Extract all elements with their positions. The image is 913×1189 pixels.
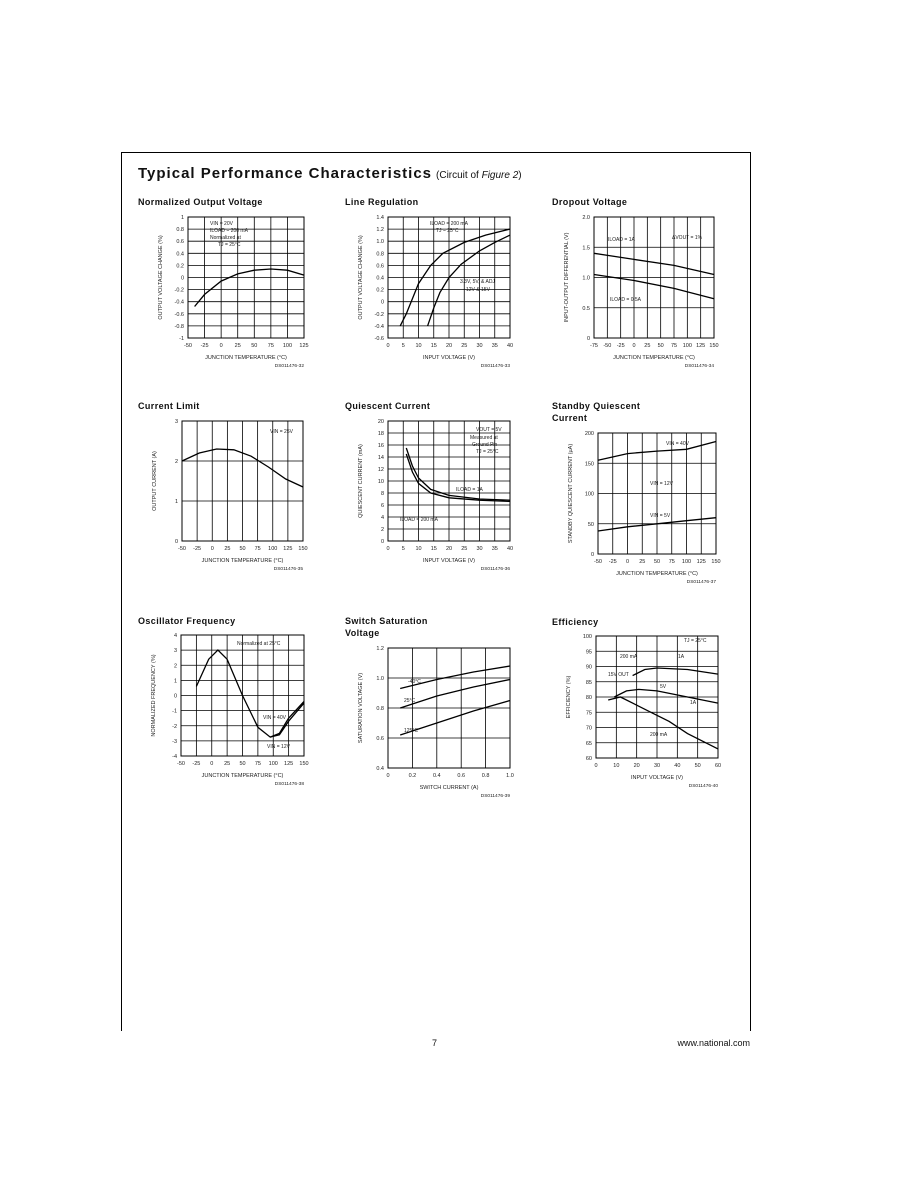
line-regulation-ytick-label: 0 bbox=[380, 299, 384, 306]
section-title: Typical Performance Characteristics bbox=[138, 165, 433, 182]
normalized-output-voltage-ytick-label: 1 bbox=[180, 215, 184, 221]
quiescent-current-annotation: Ground Pin bbox=[472, 442, 498, 448]
efficiency-figure-code: DS011476-40 bbox=[688, 784, 718, 789]
quiescent-current-xtick-label: 25 bbox=[461, 546, 468, 552]
quiescent-current-ytick-label: 8 bbox=[380, 491, 384, 497]
efficiency-ytick-label: 65 bbox=[585, 740, 592, 747]
normalized-output-voltage-xtick-label: -50 bbox=[184, 343, 192, 349]
current-limit-ytick-label: 1 bbox=[174, 499, 178, 505]
oscillator-frequency-xtick-label: 50 bbox=[239, 761, 246, 767]
standby-quiescent-current-ytick-label: 200 bbox=[584, 431, 594, 437]
efficiency-xtick-label: 10 bbox=[613, 763, 620, 769]
line-regulation-xtick-label: 25 bbox=[461, 343, 468, 349]
quiescent-current-y-axis-label: QUIESCENT CURRENT (mA) bbox=[358, 444, 364, 518]
normalized-output-voltage-ytick-label: -0.4 bbox=[174, 299, 184, 306]
normalized-output-voltage-ytick-label: -0.6 bbox=[174, 311, 184, 318]
current-limit-xtick-label: 75 bbox=[254, 546, 261, 552]
efficiency-annotation: 1A bbox=[678, 654, 685, 660]
line-regulation-annotation: TJ = 25°C bbox=[436, 228, 459, 234]
efficiency-ytick-label: 70 bbox=[585, 725, 592, 732]
efficiency-xtick-label: 40 bbox=[674, 763, 681, 769]
line-regulation-ytick-label: 0.4 bbox=[376, 275, 384, 282]
quiescent-current-ytick-label: 16 bbox=[377, 443, 384, 449]
switch-saturation-voltage-xtick-label: 0.6 bbox=[457, 773, 466, 779]
quiescent-current-xtick-label: 0 bbox=[386, 546, 390, 552]
standby-quiescent-current-annotation: VIN = 12V bbox=[650, 481, 673, 487]
section-heading bbox=[138, 165, 522, 183]
current-limit-y-axis-label: OUTPUT CURRENT (A) bbox=[152, 451, 158, 511]
line-regulation-xtick-label: 0 bbox=[386, 343, 390, 349]
line-regulation-xtick-label: 20 bbox=[445, 343, 453, 349]
line-regulation-ytick-label: 0.6 bbox=[376, 263, 384, 270]
efficiency-ytick-label: 95 bbox=[585, 649, 592, 656]
dropout-voltage-ytick-label: 2.0 bbox=[582, 215, 590, 221]
normalized-output-voltage-ytick-label: 0.4 bbox=[176, 251, 184, 258]
line-regulation-ytick-label: 0.8 bbox=[376, 251, 384, 258]
efficiency-xtick-label: 60 bbox=[714, 763, 722, 769]
oscillator-frequency-annotation: VIN = 40V bbox=[263, 715, 286, 721]
switch-saturation-voltage-xtick-label: 0.2 bbox=[408, 773, 417, 779]
efficiency-annotation: 1A bbox=[690, 700, 697, 706]
efficiency-annotation: 15V OUT bbox=[608, 672, 629, 678]
oscillator-frequency-xtick-label: 25 bbox=[224, 761, 231, 767]
normalized-output-voltage-ytick-label: -0.2 bbox=[174, 287, 184, 294]
efficiency-annotation: TJ = 25°C bbox=[684, 638, 707, 644]
efficiency-ytick-label: 80 bbox=[585, 695, 592, 701]
dropout-voltage-ytick-label: 1.5 bbox=[582, 245, 590, 252]
standby-quiescent-current-annotation: VIN = 40V bbox=[666, 441, 689, 447]
oscillator-frequency-ytick-label: 0 bbox=[173, 693, 177, 700]
oscillator-frequency-ytick-label: -4 bbox=[172, 754, 177, 760]
quiescent-current-xtick-label: 35 bbox=[491, 546, 498, 552]
oscillator-frequency-y-axis-label: NORMALIZED FREQUENCY (%) bbox=[151, 654, 157, 737]
current-limit-ytick-label: 2 bbox=[174, 459, 178, 465]
normalized-output-voltage-xtick-label: 100 bbox=[282, 343, 293, 349]
normalized-output-voltage-ytick-label: 0 bbox=[180, 275, 184, 282]
quiescent-current-ytick-label: 0 bbox=[380, 539, 384, 545]
efficiency-xtick-label: 50 bbox=[694, 763, 701, 769]
quiescent-current-ytick-label: 20 bbox=[377, 419, 384, 425]
quiescent-current-xtick-label: 5 bbox=[401, 546, 405, 552]
oscillator-frequency-xtick-label: -50 bbox=[177, 761, 185, 767]
normalized-output-voltage-ytick-label: -0.8 bbox=[174, 323, 184, 330]
quiescent-current-annotation: ILOAD = 200 mA bbox=[400, 517, 438, 523]
dropout-voltage-xtick-label: 150 bbox=[709, 343, 719, 349]
dropout-voltage-annotation: ΔVOUT = 1% bbox=[672, 235, 703, 241]
efficiency-ytick-label: 100 bbox=[582, 634, 592, 640]
dropout-voltage-ytick-label: 1.0 bbox=[582, 275, 590, 282]
efficiency-annotation: 200 mA bbox=[650, 732, 668, 738]
switch-saturation-voltage-y-axis-label: SATURATION VOLTAGE (V) bbox=[358, 672, 364, 744]
chart-title-efficiency: Efficiency bbox=[552, 617, 599, 627]
normalized-output-voltage-annotation: VIN = 20V bbox=[210, 221, 233, 227]
chart-title-line-regulation: Line Regulation bbox=[345, 197, 419, 207]
line-regulation-ytick-label: -0.2 bbox=[374, 311, 384, 318]
line-regulation-ytick-label: 1.2 bbox=[376, 227, 384, 234]
quiescent-current-xtick-label: 10 bbox=[415, 546, 422, 552]
dropout-voltage-xtick-label: -75 bbox=[590, 343, 598, 349]
efficiency-x-axis-label: INPUT VOLTAGE (V) bbox=[631, 775, 683, 781]
standby-quiescent-current-xtick-label: 100 bbox=[681, 559, 692, 565]
dropout-voltage-xtick-label: -50 bbox=[603, 343, 612, 349]
standby-quiescent-current-ytick-label: 50 bbox=[587, 521, 594, 528]
chart-title-oscillator-frequency: Oscillator Frequency bbox=[138, 616, 236, 626]
chart-title-switch-saturation-voltage: Switch Saturation Voltage bbox=[345, 616, 428, 638]
dropout-voltage-xtick-label: -25 bbox=[616, 343, 625, 349]
dropout-voltage-x-axis-label: JUNCTION TEMPERATURE (°C) bbox=[613, 355, 695, 361]
normalized-output-voltage-xtick-label: 25 bbox=[234, 343, 241, 349]
switch-saturation-voltage-ytick-label: 1.2 bbox=[376, 646, 384, 652]
standby-quiescent-current-annotation: VIN = 5V bbox=[650, 513, 671, 519]
quiescent-current-xtick-label: 15 bbox=[430, 546, 437, 552]
efficiency-annotation: 5V bbox=[660, 684, 667, 690]
oscillator-frequency-xtick-label: 125 bbox=[284, 761, 294, 767]
oscillator-frequency-ytick-label: -2 bbox=[172, 723, 177, 730]
current-limit-figure-code: DS011476-35 bbox=[273, 567, 303, 572]
dropout-voltage-xtick-label: 0 bbox=[632, 343, 636, 349]
line-regulation-annotation: ILOAD = 200 mA bbox=[430, 221, 468, 227]
oscillator-frequency-annotation: VIN = 12V bbox=[267, 744, 290, 750]
efficiency-ytick-label: 75 bbox=[585, 710, 592, 717]
switch-saturation-voltage-xtick-label: 0.4 bbox=[432, 773, 441, 779]
current-limit-annotation: VIN = 25V bbox=[270, 429, 293, 435]
standby-quiescent-current-xtick-label: 25 bbox=[639, 559, 646, 565]
switch-saturation-voltage-xtick-label: 1.0 bbox=[506, 773, 514, 779]
line-regulation-xtick-label: 15 bbox=[430, 343, 437, 349]
current-limit-xtick-label: 50 bbox=[239, 546, 246, 552]
chart-title-current-limit: Current Limit bbox=[138, 401, 200, 411]
quiescent-current-ytick-label: 14 bbox=[377, 455, 384, 461]
dropout-voltage-ytick-label: 0 bbox=[586, 336, 590, 342]
line-regulation-xtick-label: 35 bbox=[491, 343, 498, 349]
normalized-output-voltage-y-axis-label: OUTPUT VOLTAGE CHANGE (%) bbox=[158, 235, 164, 320]
switch-saturation-voltage-ytick-label: 0.4 bbox=[376, 766, 384, 772]
oscillator-frequency-ytick-label: -1 bbox=[172, 708, 177, 715]
normalized-output-voltage-xtick-label: -25 bbox=[200, 343, 209, 349]
dropout-voltage-xtick-label: 100 bbox=[682, 343, 692, 349]
quiescent-current-annotation: TJ = 25°C bbox=[476, 449, 499, 455]
oscillator-frequency-x-axis-label: JUNCTION TEMPERATURE (°C) bbox=[201, 773, 284, 779]
switch-saturation-voltage-annotation: -40°C bbox=[408, 679, 421, 685]
line-regulation-ytick-label: 1.0 bbox=[376, 239, 384, 246]
switch-saturation-voltage-figure-code: DS011476-39 bbox=[480, 794, 510, 799]
normalized-output-voltage-xtick-label: 75 bbox=[267, 343, 274, 349]
normalized-output-voltage-xtick-label: 0 bbox=[219, 343, 223, 349]
current-limit-x-axis-label: JUNCTION TEMPERATURE (°C) bbox=[201, 558, 284, 564]
current-limit-xtick-label: 0 bbox=[210, 546, 214, 552]
efficiency-xtick-label: 0 bbox=[594, 763, 598, 769]
oscillator-frequency-figure-code: DS011476-38 bbox=[274, 782, 304, 787]
quiescent-current-ytick-label: 12 bbox=[377, 467, 384, 473]
quiescent-current-x-axis-label: INPUT VOLTAGE (V) bbox=[423, 558, 475, 564]
switch-saturation-voltage-xtick-label: 0 bbox=[386, 773, 390, 779]
quiescent-current-xtick-label: 30 bbox=[476, 546, 483, 552]
quiescent-current-annotation: VOUT = 5V bbox=[476, 427, 502, 433]
quiescent-current-ytick-label: 2 bbox=[380, 527, 384, 533]
dropout-voltage-xtick-label: 75 bbox=[670, 343, 678, 349]
chart-title-dropout-voltage: Dropout Voltage bbox=[552, 197, 628, 207]
line-regulation-x-axis-label: INPUT VOLTAGE (V) bbox=[423, 355, 475, 361]
efficiency-annotation: 200 mA bbox=[620, 654, 638, 660]
current-limit-xtick-label: 100 bbox=[268, 546, 278, 552]
line-regulation-xtick-label: 40 bbox=[506, 343, 514, 349]
quiescent-current-ytick-label: 4 bbox=[380, 515, 384, 521]
current-limit-ytick-label: 0 bbox=[174, 539, 178, 545]
dropout-voltage-annotation: ILOAD = 1A bbox=[608, 237, 635, 243]
oscillator-frequency-xtick-label: 150 bbox=[299, 761, 309, 767]
page-number: 7 bbox=[432, 1038, 438, 1048]
quiescent-current-ytick-label: 18 bbox=[377, 431, 384, 437]
line-regulation-ytick-label: 1.4 bbox=[376, 215, 384, 221]
switch-saturation-voltage-xtick-label: 0.8 bbox=[481, 773, 490, 779]
normalized-output-voltage-ytick-label: 0.2 bbox=[176, 263, 184, 270]
standby-quiescent-current-xtick-label: 0 bbox=[625, 559, 630, 565]
quiescent-current-xtick-label: 40 bbox=[506, 546, 514, 552]
chart-title-normalized-output-voltage: Normalized Output Voltage bbox=[138, 197, 263, 207]
oscillator-frequency-ytick-label: 3 bbox=[173, 648, 177, 655]
oscillator-frequency-ytick-label: 1 bbox=[173, 678, 177, 685]
oscillator-frequency-ytick-label: 4 bbox=[173, 633, 177, 639]
normalized-output-voltage-xtick-label: 50 bbox=[251, 343, 258, 349]
chart-title-quiescent-current: Quiescent Current bbox=[345, 401, 431, 411]
efficiency-xtick-label: 20 bbox=[633, 763, 640, 769]
switch-saturation-voltage-ytick-label: 0.8 bbox=[376, 706, 384, 712]
quiescent-current-ytick-label: 6 bbox=[380, 503, 384, 509]
efficiency-y-axis-label: EFFICIENCY (%) bbox=[566, 675, 572, 719]
line-regulation-ytick-label: 0.2 bbox=[376, 287, 384, 294]
oscillator-frequency-ytick-label: -3 bbox=[172, 738, 177, 745]
line-regulation-y-axis-label: OUTPUT VOLTAGE CHANGE (%) bbox=[358, 235, 364, 320]
standby-quiescent-current-figure-code: DS011476-37 bbox=[686, 580, 716, 585]
quiescent-current-annotation: Measured at bbox=[470, 435, 498, 441]
current-limit-xtick-label: 125 bbox=[283, 546, 293, 552]
efficiency-ytick-label: 90 bbox=[585, 664, 592, 671]
standby-quiescent-current-xtick-label: 125 bbox=[696, 559, 706, 565]
oscillator-frequency-xtick-label: 0 bbox=[210, 761, 214, 767]
normalized-output-voltage-x-axis-label: JUNCTION TEMPERATURE (°C) bbox=[205, 355, 287, 361]
switch-saturation-voltage-annotation: 25°C bbox=[404, 698, 416, 704]
oscillator-frequency-annotation: Normalized at 25°C bbox=[237, 641, 281, 647]
current-limit-ytick-label: 3 bbox=[174, 419, 178, 425]
dropout-voltage-xtick-label: 25 bbox=[644, 343, 651, 349]
standby-quiescent-current-ytick-label: 100 bbox=[584, 491, 594, 498]
line-regulation-ytick-label: -0.4 bbox=[374, 323, 384, 330]
standby-quiescent-current-x-axis-label: JUNCTION TEMPERATURE (°C) bbox=[616, 571, 698, 577]
oscillator-frequency-xtick-label: 75 bbox=[254, 761, 261, 767]
normalized-output-voltage-annotation: TJ = 25°C bbox=[218, 242, 241, 248]
normalized-output-voltage-xtick-label: 125 bbox=[299, 343, 309, 349]
normalized-output-voltage-ytick-label: 0.8 bbox=[176, 227, 184, 234]
normalized-output-voltage-figure-code: DS011476-32 bbox=[274, 364, 304, 369]
line-regulation-xtick-label: 30 bbox=[476, 343, 483, 349]
standby-quiescent-current-ytick-label: 150 bbox=[584, 461, 594, 468]
dropout-voltage-xtick-label: 50 bbox=[657, 343, 664, 349]
line-regulation-ytick-label: -0.6 bbox=[374, 336, 384, 342]
efficiency-xtick-label: 30 bbox=[653, 763, 661, 769]
standby-quiescent-current-y-axis-label: STANDBY QUIESCENT CURRENT (µA) bbox=[568, 443, 574, 544]
switch-saturation-voltage-annotation: 125°C bbox=[404, 728, 418, 734]
circuit-reference: (Circuit of Figure 2) bbox=[436, 170, 522, 181]
quiescent-current-annotation: ILOAD = 1A bbox=[456, 487, 483, 493]
switch-saturation-voltage-ytick-label: 1.0 bbox=[376, 676, 384, 682]
page-frame bbox=[121, 152, 751, 1031]
standby-quiescent-current-xtick-label: 150 bbox=[711, 559, 721, 565]
current-limit-xtick-label: -25 bbox=[193, 546, 202, 552]
standby-quiescent-current-xtick-label: -50 bbox=[594, 559, 602, 565]
line-regulation-annotation: 12V & 15V bbox=[466, 287, 490, 293]
normalized-output-voltage-ytick-label: -1 bbox=[179, 336, 184, 342]
oscillator-frequency-ytick-label: 2 bbox=[173, 663, 177, 670]
oscillator-frequency-xtick-label: 100 bbox=[268, 761, 278, 767]
normalized-output-voltage-ytick-label: 0.6 bbox=[176, 239, 184, 246]
dropout-voltage-y-axis-label: INPUT-OUTPUT DIFFERENTIAL (V) bbox=[564, 232, 570, 323]
current-limit-xtick-label: -50 bbox=[178, 546, 186, 552]
oscillator-frequency-xtick-label: -25 bbox=[192, 761, 201, 767]
footer-url: www.national.com bbox=[677, 1038, 750, 1048]
line-regulation-figure-code: DS011476-33 bbox=[480, 364, 510, 369]
switch-saturation-voltage-x-axis-label: SWITCH CURRENT (A) bbox=[419, 785, 479, 791]
standby-quiescent-current-xtick-label: -25 bbox=[608, 559, 617, 565]
switch-saturation-voltage-ytick-label: 0.6 bbox=[376, 736, 384, 742]
dropout-voltage-ytick-label: 0.5 bbox=[582, 305, 590, 312]
standby-quiescent-current-xtick-label: 75 bbox=[668, 559, 675, 565]
line-regulation-xtick-label: 5 bbox=[401, 343, 405, 349]
quiescent-current-ytick-label: 10 bbox=[377, 479, 384, 485]
dropout-voltage-annotation: ILOAD = 0.5A bbox=[610, 297, 641, 303]
current-limit-xtick-label: 25 bbox=[224, 546, 231, 552]
standby-quiescent-current-xtick-label: 50 bbox=[653, 559, 661, 565]
efficiency-ytick-label: 60 bbox=[585, 756, 592, 762]
quiescent-current-figure-code: DS011476-36 bbox=[480, 567, 510, 572]
line-regulation-annotation: 3.3V, 5V, & ADJ bbox=[460, 279, 495, 285]
normalized-output-voltage-annotation: ILOAD = 200 mA bbox=[210, 228, 248, 234]
efficiency-ytick-label: 85 bbox=[585, 679, 592, 686]
normalized-output-voltage-annotation: Normalized at bbox=[210, 235, 241, 241]
line-regulation-xtick-label: 10 bbox=[415, 343, 422, 349]
standby-quiescent-current-ytick-label: 0 bbox=[590, 552, 594, 558]
chart-title-standby-quiescent-current: Standby Quiescent Current bbox=[552, 401, 641, 423]
current-limit-xtick-label: 150 bbox=[298, 546, 308, 552]
dropout-voltage-xtick-label: 125 bbox=[696, 343, 706, 349]
dropout-voltage-figure-code: DS011476-34 bbox=[684, 364, 714, 369]
quiescent-current-xtick-label: 20 bbox=[445, 546, 453, 552]
